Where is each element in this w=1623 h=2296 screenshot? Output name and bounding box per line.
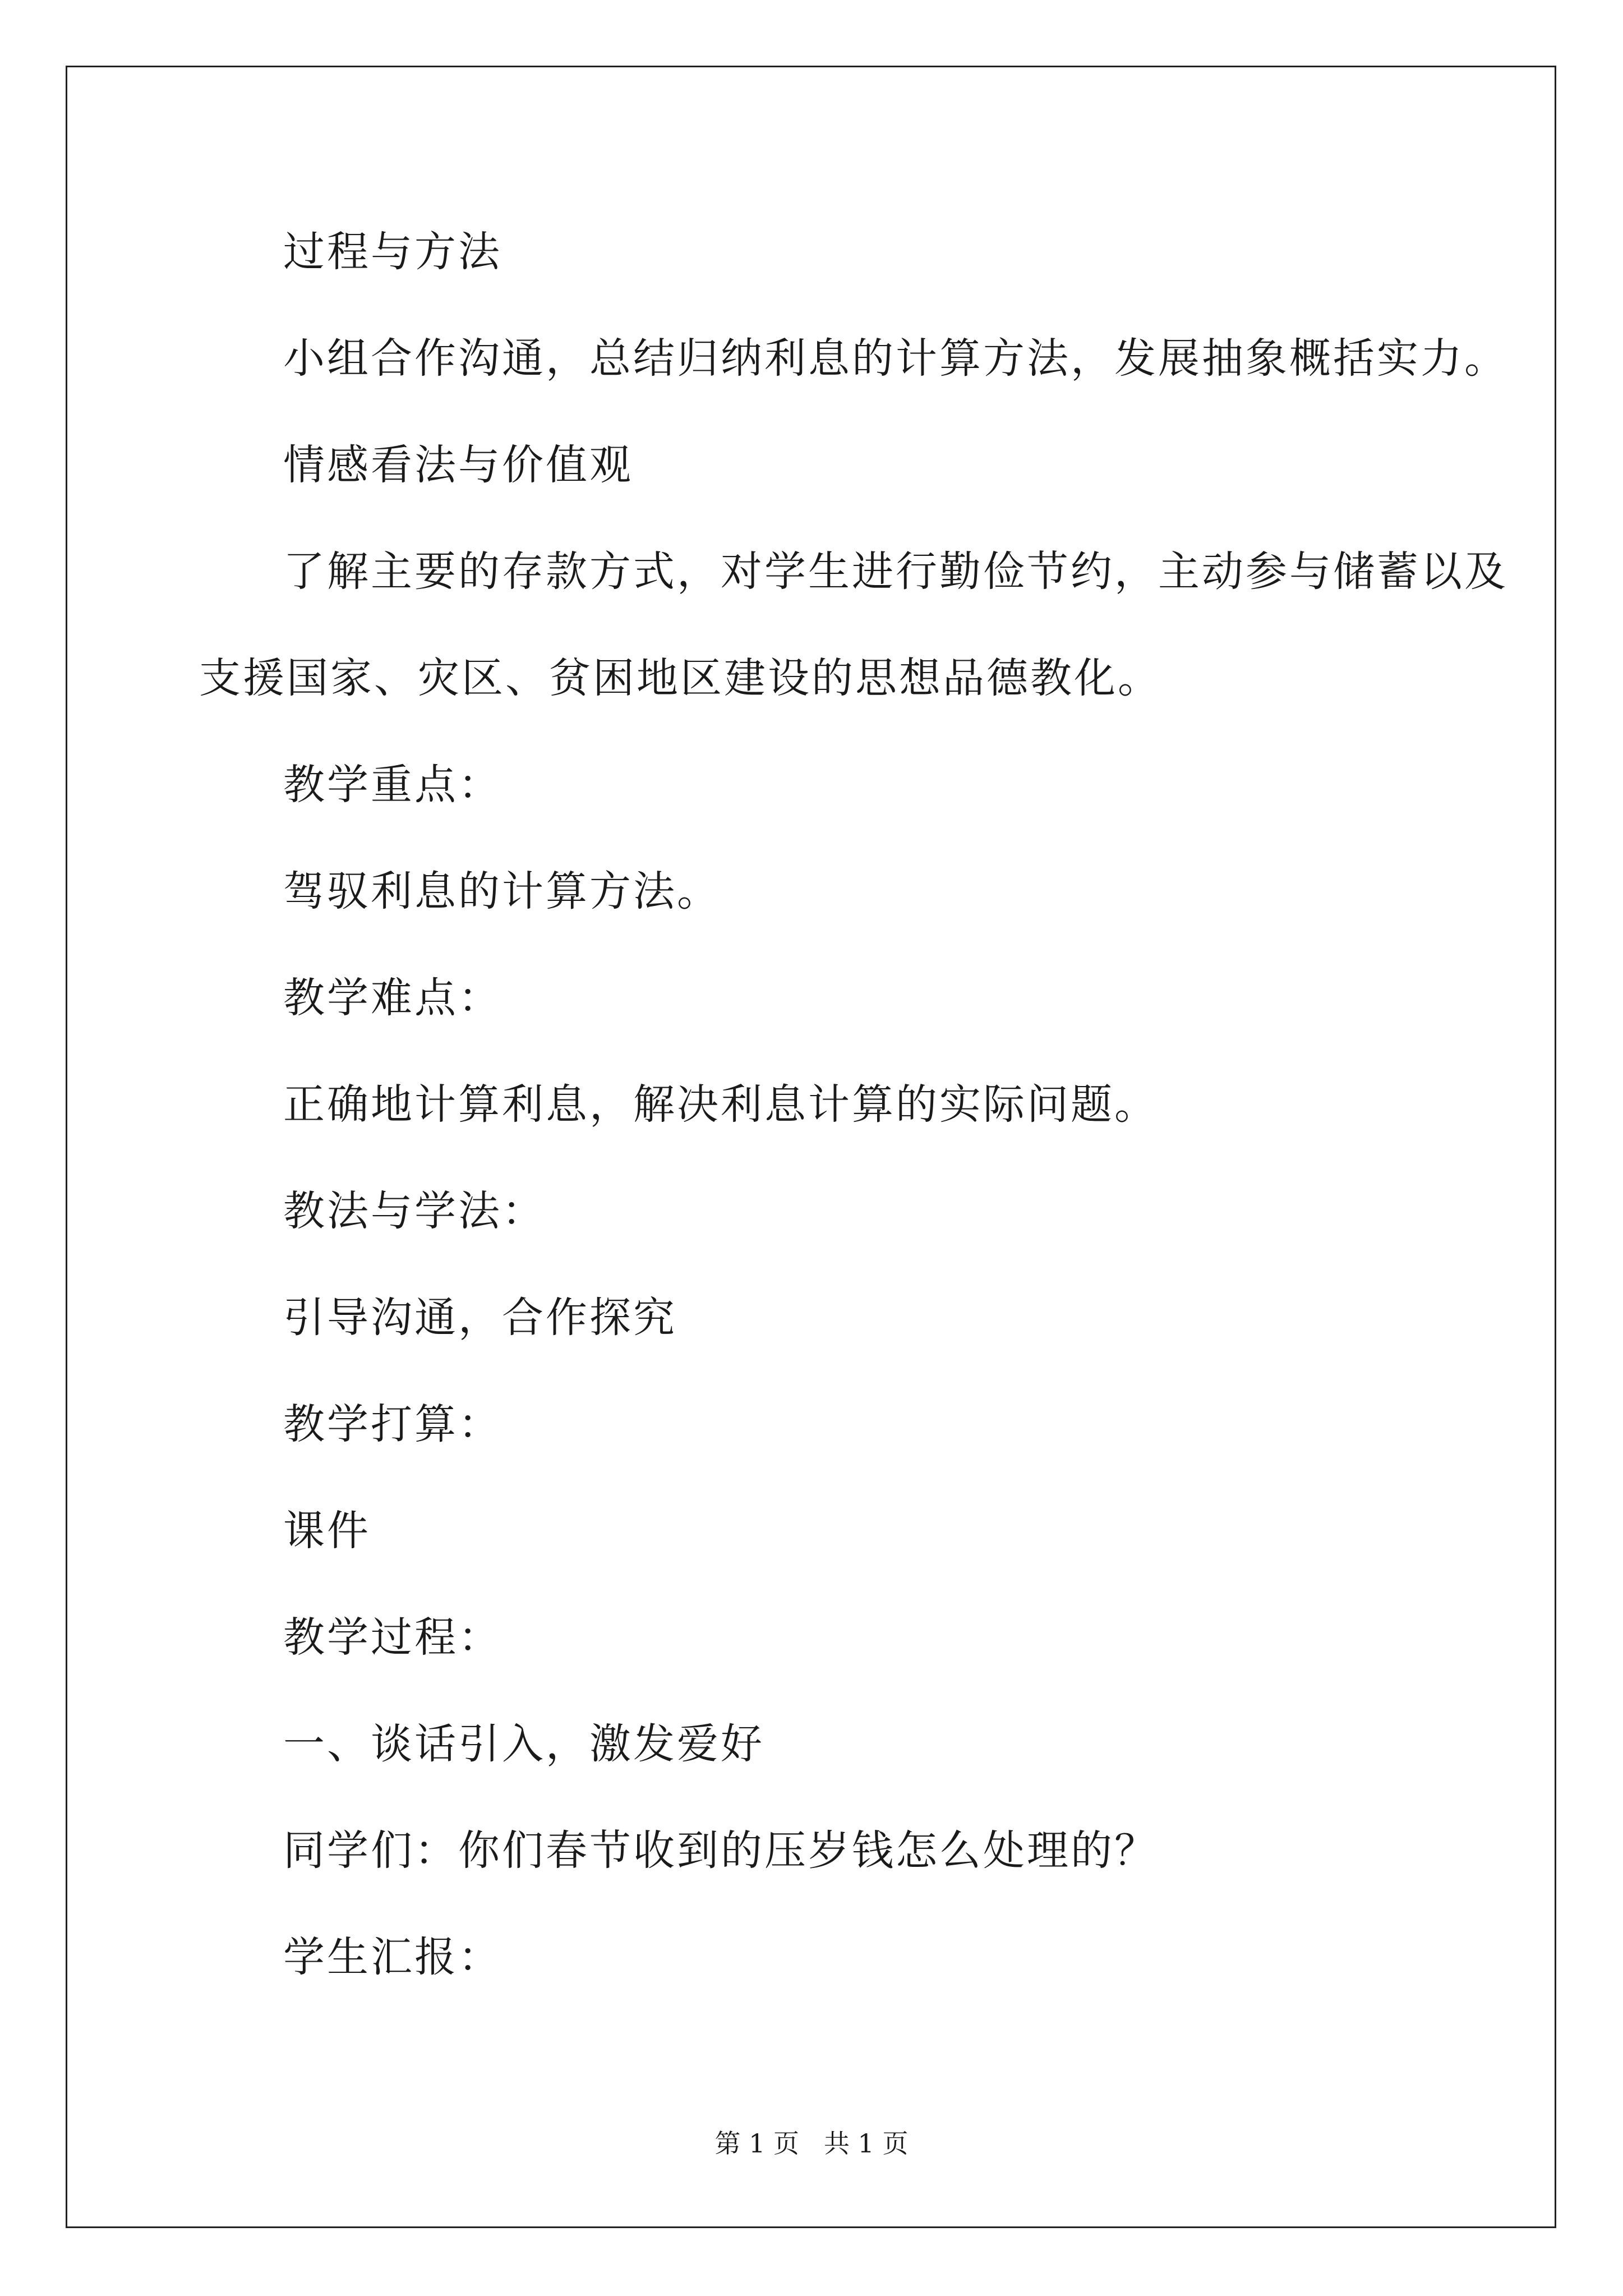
paragraph-continuation: 支援国家、灾区、贫困地区建设的思想品德教化。	[199, 654, 1161, 702]
page-footer	[0, 2128, 1623, 2159]
paragraph-heading-methods: 教法与学法：	[283, 1187, 546, 1235]
page-number: 第 1 页	[714, 2128, 800, 2159]
paragraph-heading-process-methods: 过程与方法	[283, 228, 502, 276]
paragraph: 小组合作沟通，总结归纳利息的计算方法，发展抽象概括实力。	[283, 334, 1508, 383]
paragraph-heading-values: 情感看法与价值观	[283, 441, 633, 489]
paragraph: 驾驭利息的计算方法。	[283, 867, 721, 915]
paragraph: 课件	[283, 1507, 371, 1555]
paragraph: 引导沟通，合作探究	[283, 1294, 677, 1342]
paragraph-heading-preparation: 教学打算：	[283, 1400, 502, 1448]
paragraph: 了解主要的存款方式，对学生进行勤俭节约，主动参与储蓄以及	[283, 547, 1508, 596]
paragraph-heading-procedure: 教学过程：	[283, 1613, 502, 1662]
paragraph-section-title: 一、谈话引入，激发爱好	[283, 1720, 764, 1768]
paragraph: 同学们：你们春节收到的压岁钱怎么处理的？	[283, 1826, 1158, 1875]
page-border	[66, 66, 1556, 2228]
paragraph: 正确地计算利息，解决利息计算的实际问题。	[283, 1080, 1158, 1129]
paragraph: 学生汇报：	[283, 1933, 502, 1981]
paragraph-heading-key-points: 教学重点：	[283, 761, 502, 809]
page-total: 共 1 页	[823, 2128, 909, 2159]
paragraph-heading-difficulties: 教学难点：	[283, 974, 502, 1022]
